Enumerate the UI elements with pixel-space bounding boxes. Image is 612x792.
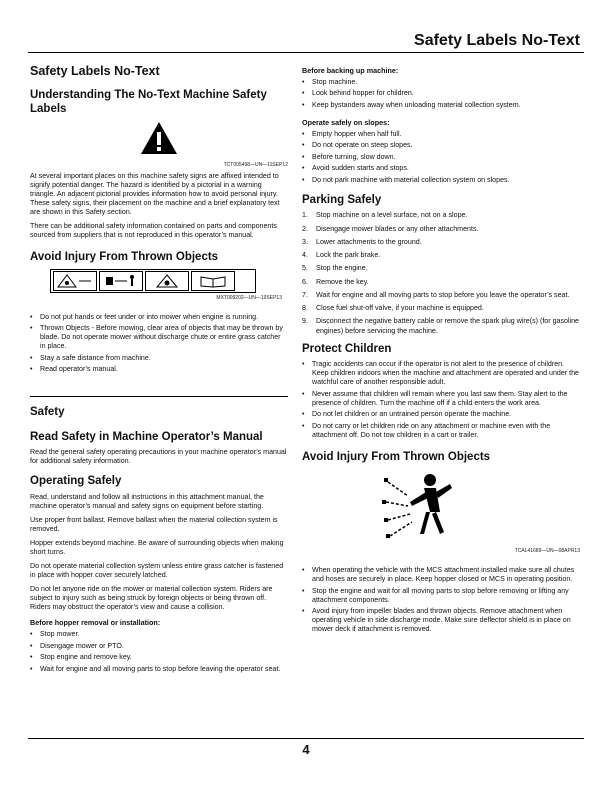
heading-safety-labels: Safety Labels No-Text xyxy=(30,64,160,78)
page-footer-rule xyxy=(28,738,584,739)
backing-list xyxy=(302,78,580,110)
struck-person-icon xyxy=(380,468,460,548)
list-item: • Do not park machine with material collection system on slopes. xyxy=(302,176,580,185)
subheading-backing-up: Before backing up machine: xyxy=(302,66,399,75)
list-item: • Tragic accidents can occur if the operator is not alert to the presence of children. Keep children indoors when the machine and attachment are operated and under the watchful care of another responsible adult. xyxy=(302,360,580,387)
list-item: • Stop the engine and wait for all moving parts to stop before removing or lifting any attachment components. xyxy=(302,587,580,605)
list-item: • Wait for engine and all moving parts to stop before leaving the operator seat. xyxy=(30,665,288,674)
list-item: • Do not operate on steep slopes. xyxy=(302,141,580,150)
right-column xyxy=(302,60,580,639)
heading-operating-safely: Operating Safely xyxy=(30,475,122,488)
thrown-objects-list-2 xyxy=(302,566,580,634)
paragraph: Do not operate material collection system unless entire grass catcher is fastened in place with hopper cover securely latched. xyxy=(30,562,284,580)
paragraph: There can be additional safety information contained on parts and components sourced from suppliers that is not reproduced in this operator’s manual. xyxy=(30,222,277,240)
list-item: • Do not carry or let children ride on any attachment or machine even with the attachment off. Do not tow children in a cart or trailer. xyxy=(302,422,580,440)
list-item: • Do not let children or an untrained person operate the machine. xyxy=(302,410,580,419)
list-item: • Do not put hands or feet under or into mower when engine is running. xyxy=(30,313,288,322)
heading-safety: Safety xyxy=(30,406,65,419)
subheading-before-hopper: Before hopper removal or installation: xyxy=(30,618,161,628)
list-item: • When operating the vehicle with the MCS attachment installed make sure all chutes and hoses are securely in place. Keep hopper closed or MCS in operating position. xyxy=(302,566,580,584)
step-item: 8. Close fuel shut-off valve, if your machine is equipped. xyxy=(302,304,484,313)
heading-parking-safely: Parking Safely xyxy=(302,193,382,206)
step-item: 6. Remove the key. xyxy=(302,277,369,286)
subheading-slopes: Operate safely on slopes: xyxy=(302,118,390,128)
list-item: • Disengage mower or PTO. xyxy=(30,642,288,651)
paragraph: Hopper extends beyond machine. Be aware of surrounding objects when making short turns. xyxy=(30,538,284,556)
slopes-list xyxy=(302,130,580,185)
paragraph: Use proper front ballast. Remove ballast when the material collection system is removed. xyxy=(30,515,278,533)
list-item: • Keep bystanders away when unloading material collection system. xyxy=(302,101,580,110)
step-item: 9. Disconnect the negative battery cable or remove the spark plug wire(s) (for gasoline engines) before servicing the machine. xyxy=(302,317,579,335)
step-item: 4. Lock the park brake. xyxy=(302,251,381,260)
warning-triangle-icon xyxy=(30,121,288,160)
heading-avoid-thrown: Avoid Injury From Thrown Objects xyxy=(30,251,219,264)
figure-caption: TCT005498—UN—11SEP12 xyxy=(223,161,288,168)
safety-label-strip xyxy=(50,269,256,293)
heading-avoid-thrown-2: Avoid Injury From Thrown Objects xyxy=(302,450,491,463)
blade-warning-icon xyxy=(145,271,189,291)
paragraph: At several important places on this machine safety signs are affixed intended to signify potential danger. The hazard is identified by a pictorial in a warning triangle. An adjacent pictorial provides information how to avoid personal injury. These safety signs, their placement on the machine and a brief explanatory text are shown in this Safety section. xyxy=(30,171,280,217)
paragraph: Read the general safety operating precautions in your machine operator’s manual for additional safety information. xyxy=(30,448,287,466)
heading-understanding: Understanding The No-Text Machine Safety Labels xyxy=(30,89,267,116)
figure-caption: TCAL41689—UN—08APR13 xyxy=(514,548,580,555)
list-item: • Before turning, slow down. xyxy=(302,153,580,162)
list-item: • Look behind hopper for children. xyxy=(302,89,580,98)
list-item: • Stop machine. xyxy=(302,78,580,87)
section-divider xyxy=(30,396,288,397)
list-item: • Avoid injury from impeller blades and thrown objects. Remove attachment when operating vehicle in side discharge mode. Make sure deflector shield is in place on mower deck if attachment is removed. xyxy=(302,607,580,634)
list-item: • Stop engine and remove key. xyxy=(30,653,288,662)
children-list xyxy=(302,360,580,440)
step-item: 1. Stop machine on a level surface, not on a slope. xyxy=(302,211,468,220)
page-number: 4 xyxy=(302,742,310,757)
list-item: • Stop mower. xyxy=(30,630,288,639)
heading-read-safety: Read Safety in Machine Operator’s Manual xyxy=(30,430,263,443)
operator-manual-icon xyxy=(191,271,235,291)
thrown-objects-list xyxy=(30,313,288,375)
list-item: • Empty hopper when half full. xyxy=(302,130,580,139)
page-header xyxy=(28,30,584,53)
hopper-list xyxy=(30,630,288,673)
step-item: 5. Stop the engine. xyxy=(302,264,368,273)
list-item: • Stay a safe distance from machine. xyxy=(30,354,288,363)
figure-caption: MXT009202—UN—19SEP13 xyxy=(216,294,282,301)
list-item: • Avoid sudden starts and stops. xyxy=(302,164,580,173)
thrown-objects-warning-icon xyxy=(53,271,97,291)
step-item: 3. Lower attachments to the ground. xyxy=(302,237,422,246)
page-title: Safety Labels No-Text xyxy=(414,32,580,49)
list-item: • Read operator’s manual. xyxy=(30,365,288,374)
step-item: 7. Wait for engine and all moving parts to stop before you leave the operator’s seat. xyxy=(302,290,570,299)
parking-steps xyxy=(302,211,580,335)
list-item: • Thrown Objects - Before mowing, clear area of objects that may be thrown by blade. Do not operate mower without discharge chute or entire grass catcher in place. xyxy=(30,324,288,351)
paragraph: Do not let anyone ride on the mower or material collection system. Riders are subject to injury such as being struck by foreign objects or being thrown off. Riders may obstruct the operator’s view and cause a collision. xyxy=(30,585,273,612)
list-item: • Never assume that children will remain where you last saw them. Stay alert to the presence of children. Turn the machine off if a child enters the work area. xyxy=(302,390,580,408)
step-item: 2. Disengage mower blades or any other attachments. xyxy=(302,224,479,233)
heading-protect-children: Protect Children xyxy=(302,342,392,355)
paragraph: Read, understand and follow all instructions in this attachment manual, the machine operator’s manual and safety signs on equipment before starting. xyxy=(30,492,264,510)
safe-distance-icon xyxy=(99,271,143,291)
left-column xyxy=(30,60,288,678)
